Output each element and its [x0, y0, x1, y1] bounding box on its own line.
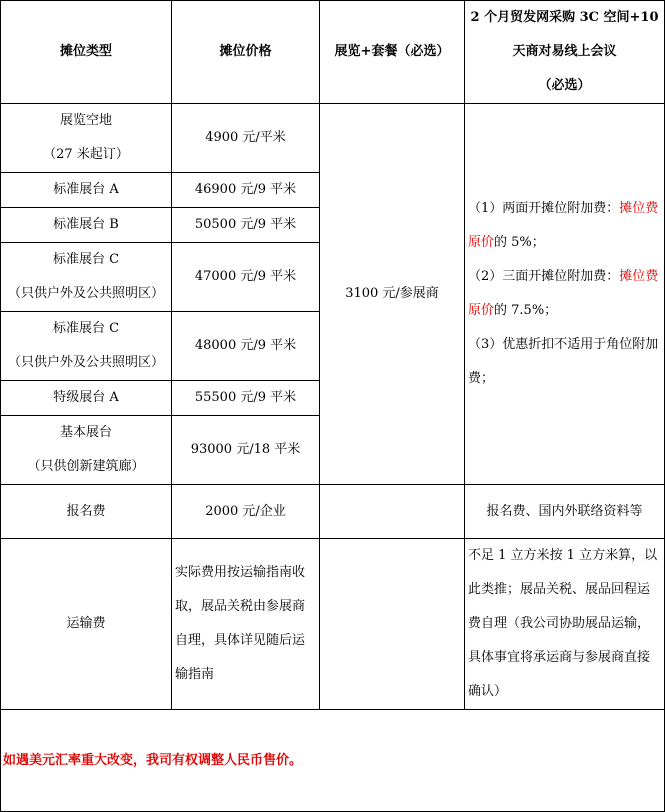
- red-highlight: 摊位费原价: [468, 269, 659, 318]
- booth-type-cell: 特级展台 A: [1, 381, 172, 416]
- shipping-package-empty: [320, 539, 465, 710]
- booth-price-cell: 50500 元/9 平米: [172, 208, 320, 243]
- booth-type-name: 标准展台 C: [52, 252, 120, 267]
- shipping-meeting-note: 不足 1 立方米按 1 立方米算，以此类推；展品关税、展品回程运费自理（我公司协助展品运输，具体事宜将承运商与参展商直接确认）: [465, 539, 665, 710]
- header-meeting-line1: 2 个月贸发网采购 3C 空间+10: [470, 10, 659, 25]
- booth-type-cell: [1, 312, 172, 381]
- shipping-price-note: 实际费用按运输指南收取，展品关税由参展商自理，具体详见随后运输指南: [172, 539, 320, 710]
- package-price-cell: 3100 元/参展商: [320, 104, 465, 485]
- booth-price-cell: 46900 元/9 平米: [172, 173, 320, 208]
- header-meeting-line3: （必选）: [538, 78, 591, 93]
- booth-type-name: 基本展台: [59, 425, 112, 440]
- header-exhibit-package: 展览+套餐（必选）: [320, 1, 465, 104]
- booth-price-cell: 93000 元/18 平米: [172, 416, 320, 485]
- header-meeting-line2: 天商对易线上会议: [512, 44, 617, 59]
- header-online-meeting: [465, 1, 665, 104]
- red-highlight: 摊位费原价: [468, 201, 659, 250]
- notice-row: [1, 710, 665, 812]
- booth-price-cell: 4900 元/平米: [172, 104, 320, 173]
- registration-label: 报名费: [1, 485, 172, 539]
- booth-type-note: （只供户外及公共照明区）: [7, 355, 164, 370]
- booth-price-cell: 48000 元/9 平米: [172, 312, 320, 381]
- booth-type-name: 标准展台 C: [52, 321, 120, 336]
- registration-price: 2000 元/企业: [172, 485, 320, 539]
- booth-type-note: （只供创新建筑廊）: [27, 459, 145, 474]
- booth-type-cell: [1, 416, 172, 485]
- booth-type-cell: [1, 243, 172, 312]
- shipping-row: [1, 539, 665, 710]
- booth-type-note: （只供户外及公共照明区）: [7, 286, 164, 301]
- booth-type-note: （27 米起订）: [43, 147, 129, 162]
- table-row: [1, 104, 665, 173]
- booth-type-cell: [1, 104, 172, 173]
- header-row: [1, 1, 665, 104]
- header-booth-type: 摊位类型: [1, 1, 172, 104]
- registration-row: [1, 485, 665, 539]
- booth-type-cell: 标准展台 B: [1, 208, 172, 243]
- exchange-rate-notice: 如遇美元汇率重大改变，我司有权调整人民币售价。: [1, 710, 665, 812]
- booth-type-cell: 标准展台 A: [1, 173, 172, 208]
- booth-price-cell: 47000 元/9 平米: [172, 243, 320, 312]
- meeting-note-3: （3）优惠折扣不适用于角位附加费；: [468, 337, 659, 386]
- registration-package-empty: [320, 485, 465, 539]
- registration-includes: 报名费、国内外联络资料等: [465, 485, 665, 539]
- header-booth-price: 摊位价格: [172, 1, 320, 104]
- booth-price-cell: 55500 元/9 平米: [172, 381, 320, 416]
- booth-type-name: 展览空地: [59, 113, 112, 128]
- meeting-notes-cell: （1）两面开摊位附加费：摊位费原价的 5%； （2）三面开摊位附加费：摊位费原价的 7.5%； （3）优惠折扣不适用于角位附加费；: [465, 104, 665, 485]
- shipping-label: 运输费: [1, 539, 172, 710]
